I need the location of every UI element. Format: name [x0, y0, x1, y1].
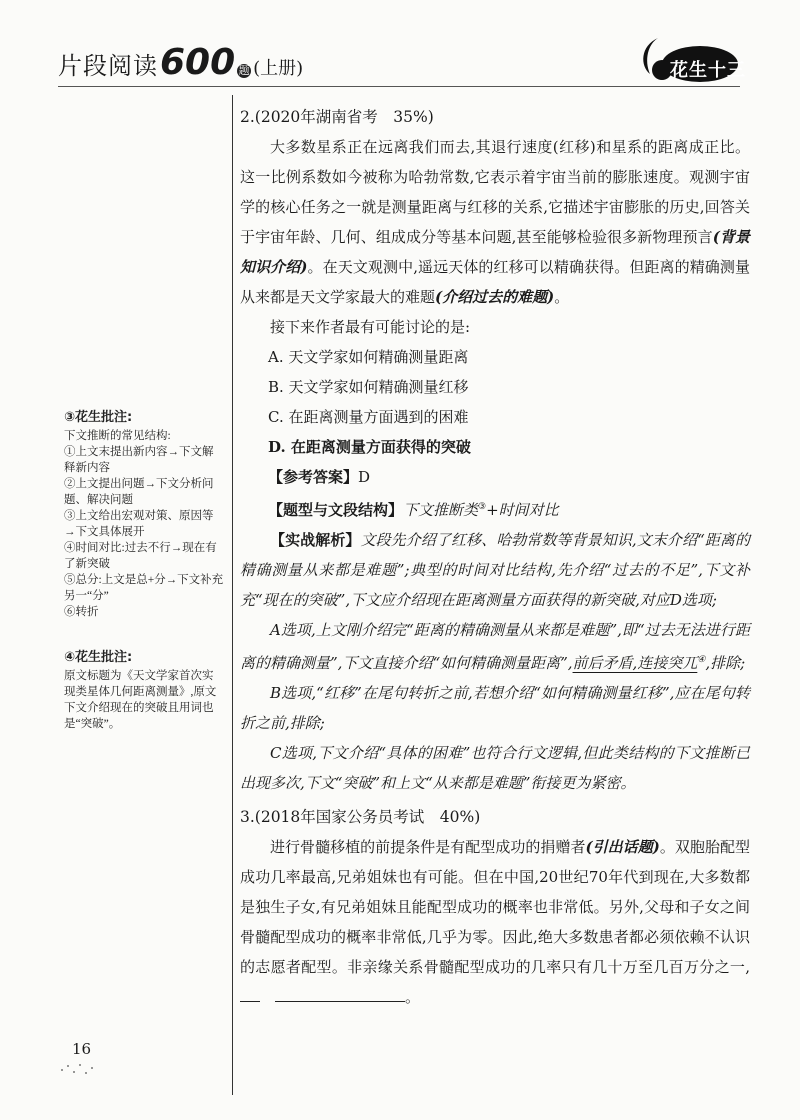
- structure-line: [240, 492, 750, 525]
- side-note-line: ②上文提出问题→下文分析问题、解决问题: [64, 478, 214, 506]
- structure-label: 【题型与文段结构】: [268, 501, 404, 519]
- passage-text: 进行骨髓移植的前提条件是有配型成功的捐赠者: [270, 838, 586, 856]
- book-title: 片段阅读: [58, 52, 158, 80]
- passage-text: 。: [554, 288, 570, 306]
- book-number: 600: [160, 42, 236, 83]
- analysis-text: A选项,上文刚介绍完“距离的精确测量从来都是难题”,即“过去无法进行距离的精确测量”,下文直接介绍“如何精确测量距离”,: [240, 621, 750, 672]
- answer-value: D: [358, 468, 371, 486]
- passage-text: 大多数星系正在远离我们而去,其退行速度(红移)和星系的距离成正比。这一比例系数如今被称为哈勃常数,它表示着宇宙当前的膨胀速度。观测宇宙学的核心任务之一就是测量距离与红移的关系,它描述宇宙膨胀的历史,回答关于宇宙年龄、几何、组成成分等基本问题,甚至能够检验很多新物理预言: [240, 138, 750, 246]
- question-2: [240, 102, 750, 798]
- passage-annotation: (引出话题): [585, 838, 660, 856]
- side-note-heading: ④花生批注:: [64, 650, 133, 665]
- note-ref: ④: [697, 655, 706, 665]
- option-a: A. 天文学家如何精确测量距离: [268, 348, 469, 366]
- question-heading: 3.(2018年国家公务员考试 40%): [240, 808, 481, 826]
- page-number: 16: [72, 1040, 92, 1058]
- book-volume: (上册): [253, 58, 304, 79]
- option-b: B. 天文学家如何精确测量红移: [268, 378, 469, 396]
- side-note-3: [64, 410, 224, 620]
- book-unit: 题: [238, 64, 250, 77]
- side-note-heading: ③花生批注:: [64, 410, 133, 425]
- option-c: C. 在距离测量方面遇到的困难: [268, 408, 469, 426]
- page-number-ornament: [58, 1060, 98, 1080]
- column-divider: [232, 95, 233, 1095]
- option-d: D. 在距离测量方面获得的突破: [268, 438, 471, 456]
- passage-text: 。双胞胎配型成功几率最高,兄弟姐妹也有可能。但在中国,20世纪70年代到现在,大多数都是独生子女,有兄弟姐妹且能配型成功的概率也非常低。另外,父母和子女之间骨髓配型成功的概率非常低,几乎为零。因此,绝大多数患者都必须依赖不认识的志愿者配型。非亲缘关系骨髓配型成功的几率只有几十万至几百万分之一,: [240, 838, 750, 976]
- question-3: [240, 802, 750, 1012]
- analysis-underlined: 前后矛盾,连接突兀: [572, 654, 698, 672]
- question-passage: [240, 132, 750, 312]
- side-note-line: ④时间对比:过去不行→现在有了新突破: [64, 542, 217, 570]
- analysis-text: ,排除;: [705, 654, 746, 672]
- side-note-line: ③上文给出宏观对策、原因等→下文具体展开: [64, 510, 214, 538]
- question-prompt: 接下来作者最有可能讨论的是:: [270, 318, 471, 336]
- analysis-c: C选项,下文介绍“具体的困难”也符合行文逻辑,但此类结构的下文推断已出现多次,下文“突破”和上文“从来都是难题”衔接更为紧密。: [240, 744, 750, 792]
- side-note-line: ⑥转折: [64, 606, 99, 618]
- analysis-a: [240, 615, 750, 678]
- structure-tail: +时间对比: [486, 501, 559, 519]
- analysis-text: 文段先介绍了红移、哈勃常数等背景知识,文末介绍“距离的精确测量从来都是难题”;典型的时间对比结构,先介绍“过去的不足”,下文补充“现在的突破”,下文应介绍现在距离测量方面获得的新突破,对应D选项;: [240, 531, 750, 609]
- passage-annotation: (背景知识介绍): [240, 228, 750, 276]
- structure-value: 下文推断类: [403, 501, 479, 519]
- analysis-b: B选项,“红移”在尾句转折之前,若想介绍“如何精确测量红移”,应在尾句转折之前,排除;: [240, 684, 750, 732]
- note-ref: ③: [478, 502, 487, 512]
- side-note-line: 下文推断的常见结构:: [64, 430, 171, 442]
- answer-blank: [240, 987, 260, 1002]
- passage-text: 。: [405, 988, 421, 1006]
- side-note-line: ⑤总分:上文是总+分→下文补充另一“分”: [64, 574, 224, 602]
- passage-text: 。在天文观测中,遥远天体的红移可以精确获得。但距离的精确测量从来都是天文学家最大的难题: [240, 258, 750, 306]
- question-heading: 2.(2020年湖南省考 35%): [240, 108, 434, 126]
- analysis: [240, 525, 750, 615]
- side-note-line: ①上文末提出新内容→下文解释新内容: [64, 446, 214, 474]
- header-title: [58, 42, 303, 92]
- passage-annotation: (介绍过去的难题): [435, 288, 555, 306]
- answer-blank: [275, 987, 405, 1002]
- brand-logo-text: 花生十三: [670, 60, 746, 81]
- analysis-label: 【实战解析】: [270, 531, 361, 549]
- answer-line: [240, 462, 750, 492]
- question-passage: [240, 832, 750, 1012]
- side-note-line: 原文标题为《天文学家首次实现类星体几何距离测量》,原文下文介绍现在的突破且用词也是“突破”。: [64, 670, 217, 730]
- answer-label: 【参考答案】: [268, 468, 359, 486]
- side-note-4: [64, 650, 224, 732]
